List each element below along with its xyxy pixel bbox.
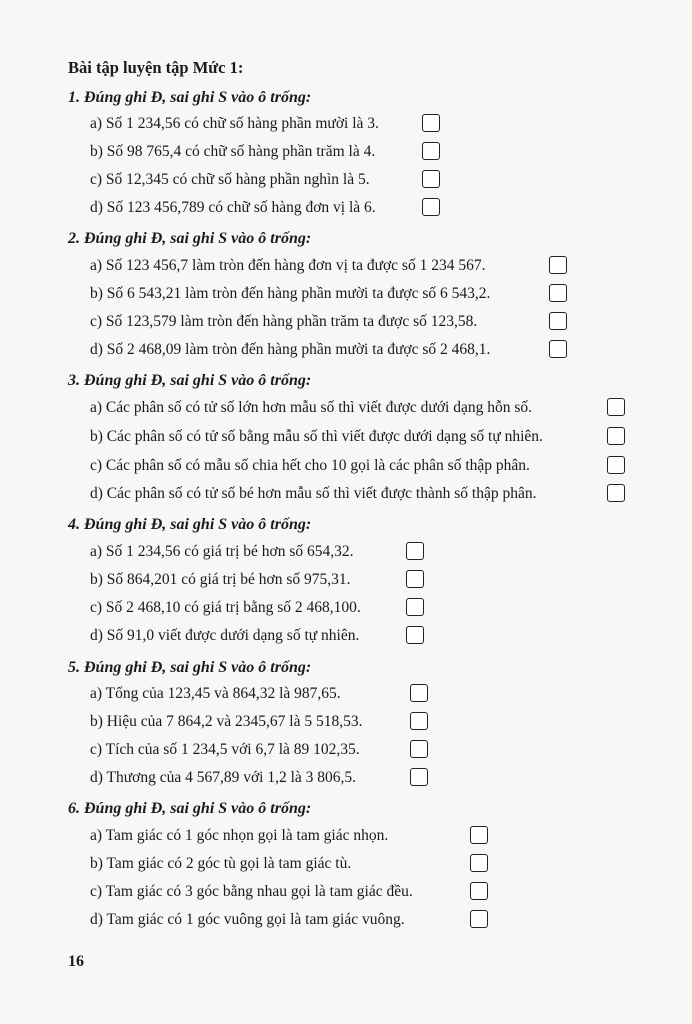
- question-3-title: 3. Đúng ghi Đ, sai ghi S vào ô trống:: [68, 372, 312, 389]
- answer-box-3b[interactable]: [607, 427, 625, 445]
- question-6-title: 6. Đúng ghi Đ, sai ghi S vào ô trống:: [68, 800, 312, 817]
- answer-box-3a[interactable]: [607, 398, 625, 416]
- answer-box-4a[interactable]: [406, 542, 424, 560]
- answer-box-2c[interactable]: [549, 312, 567, 330]
- question-6-item-a: a) Tam giác có 1 góc nhọn gọi là tam giác nhọn.: [90, 827, 389, 844]
- answer-box-1c[interactable]: [422, 170, 440, 188]
- question-1-item-b: b) Số 98 765,4 có chữ số hàng phần trăm là 4.: [90, 143, 376, 160]
- question-1-title: 1. Đúng ghi Đ, sai ghi S vào ô trống:: [68, 89, 312, 106]
- question-4-title: 4. Đúng ghi Đ, sai ghi S vào ô trống:: [68, 516, 312, 533]
- question-6-item-d: d) Tam giác có 1 góc vuông gọi là tam giác vuông.: [90, 911, 405, 928]
- answer-box-6b[interactable]: [470, 854, 488, 872]
- question-3-item-b: b) Các phân số có tử số bằng mẫu số thì viết được dưới dạng số tự nhiên.: [90, 428, 543, 445]
- question-4-item-b: b) Số 864,201 có giá trị bé hơn số 975,31.: [90, 571, 351, 588]
- question-2-item-d: d) Số 2 468,09 làm tròn đến hàng phần mười ta được số 2 468,1.: [90, 341, 491, 358]
- answer-box-3c[interactable]: [607, 456, 625, 474]
- question-2-item-a: a) Số 123 456,7 làm tròn đến hàng đơn vị ta được số 1 234 567.: [90, 257, 486, 274]
- answer-box-2b[interactable]: [549, 284, 567, 302]
- question-1-item-c: c) Số 12,345 có chữ số hàng phần nghìn là 5.: [90, 171, 370, 188]
- answer-box-6c[interactable]: [470, 882, 488, 900]
- question-6-item-b: b) Tam giác có 2 góc tù gọi là tam giác tù.: [90, 855, 352, 872]
- answer-box-5a[interactable]: [410, 684, 428, 702]
- question-4-item-c: c) Số 2 468,10 có giá trị bằng số 2 468,100.: [90, 599, 361, 616]
- exercise-heading: Bài tập luyện tập Mức 1:: [68, 58, 244, 77]
- answer-box-2a[interactable]: [549, 256, 567, 274]
- question-5-title: 5. Đúng ghi Đ, sai ghi S vào ô trống:: [68, 659, 312, 676]
- question-5-item-a: a) Tổng của 123,45 và 864,32 là 987,65.: [90, 685, 341, 702]
- answer-box-4d[interactable]: [406, 626, 424, 644]
- answer-box-5d[interactable]: [410, 768, 428, 786]
- question-2-item-b: b) Số 6 543,21 làm tròn đến hàng phần mười ta được số 6 543,2.: [90, 285, 491, 302]
- question-5-item-c: c) Tích của số 1 234,5 với 6,7 là 89 102,35.: [90, 741, 360, 758]
- question-1-item-a: a) Số 1 234,56 có chữ số hàng phần mười là 3.: [90, 115, 379, 132]
- question-2-item-c: c) Số 123,579 làm tròn đến hàng phần trăm ta được số 123,58.: [90, 313, 478, 330]
- question-5-item-d: d) Thương của 4 567,89 với 1,2 là 3 806,5.: [90, 769, 357, 786]
- question-3-item-d: d) Các phân số có tử số bé hơn mẫu số thì viết được thành số thập phân.: [90, 485, 537, 502]
- answer-box-4b[interactable]: [406, 570, 424, 588]
- question-3-item-c: c) Các phân số có mẫu số chia hết cho 10 gọi là các phân số thập phân.: [90, 457, 530, 474]
- question-4-item-d: d) Số 91,0 viết được dưới dạng số tự nhiên.: [90, 627, 360, 644]
- question-6-item-c: c) Tam giác có 3 góc bằng nhau gọi là tam giác đều.: [90, 883, 413, 900]
- answer-box-1d[interactable]: [422, 198, 440, 216]
- question-1-item-d: d) Số 123 456,789 có chữ số hàng đơn vị là 6.: [90, 199, 376, 216]
- answer-box-6a[interactable]: [470, 826, 488, 844]
- answer-box-1b[interactable]: [422, 142, 440, 160]
- question-2-title: 2. Đúng ghi Đ, sai ghi S vào ô trống:: [68, 230, 312, 247]
- question-5-item-b: b) Hiệu của 7 864,2 và 2345,67 là 5 518,53.: [90, 713, 363, 730]
- answer-box-4c[interactable]: [406, 598, 424, 616]
- answer-box-3d[interactable]: [607, 484, 625, 502]
- answer-box-2d[interactable]: [549, 340, 567, 358]
- answer-box-5b[interactable]: [410, 712, 428, 730]
- answer-box-1a[interactable]: [422, 114, 440, 132]
- question-3-item-a: a) Các phân số có tử số lớn hơn mẫu số thì viết được dưới dạng hỗn số.: [90, 399, 532, 416]
- answer-box-5c[interactable]: [410, 740, 428, 758]
- question-4-item-a: a) Số 1 234,56 có giá trị bé hơn số 654,32.: [90, 543, 354, 560]
- page-number: 16: [68, 953, 84, 970]
- answer-box-6d[interactable]: [470, 910, 488, 928]
